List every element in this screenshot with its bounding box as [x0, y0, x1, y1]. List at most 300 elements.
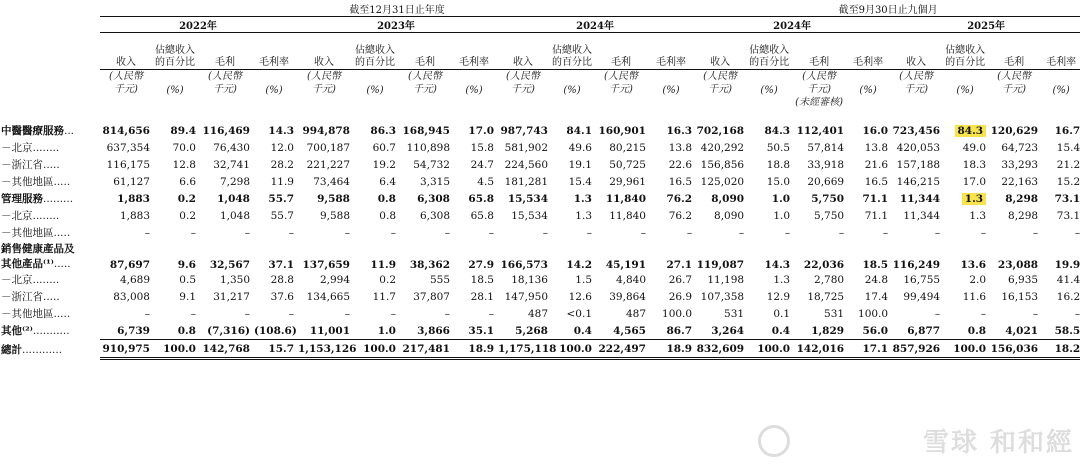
unit-cell [352, 70, 398, 123]
cell-value: 28.2 [270, 158, 294, 171]
cell-value: – [586, 226, 592, 239]
cell-value: 55.7 [270, 209, 294, 222]
table-cell [792, 139, 846, 156]
table-cell [694, 305, 746, 322]
row-label-leader: ..... [53, 258, 71, 270]
cell-value: (108.6) [254, 324, 297, 337]
cell-value: 23,088 [997, 259, 1039, 271]
table-cell [296, 241, 352, 271]
cell-value: 100.0 [858, 307, 889, 320]
table-cell [942, 288, 988, 305]
cell-value: 86.3 [370, 124, 396, 137]
cell-value: 5,268 [515, 324, 548, 337]
unit-percent: (%) [465, 85, 483, 96]
table-cell [352, 340, 398, 359]
table-cell [496, 305, 550, 322]
table-cell [198, 207, 252, 224]
cell-value: 20,669 [807, 175, 845, 188]
unit-rmb-line1: (人民幣 [109, 71, 143, 82]
table-cell [694, 271, 746, 288]
unit-cell [890, 70, 942, 123]
watermark-icon [758, 425, 790, 457]
cell-value: 581,902 [504, 141, 548, 154]
col-header-gross-profit: 毛利 [198, 33, 252, 70]
cell-value: 39,864 [609, 290, 646, 303]
cell-value: 73.1 [1054, 192, 1080, 205]
cell-value: – [738, 226, 745, 239]
cell-value: 107,358 [700, 290, 745, 303]
cell-value: 857,926 [892, 342, 941, 355]
table-cell [252, 305, 296, 322]
table-cell [398, 224, 452, 241]
table-cell [942, 340, 988, 359]
table-cell [746, 224, 792, 241]
cell-value: 22,036 [803, 259, 845, 271]
cell-value: 637,354 [106, 141, 150, 154]
cell-value: 8,090 [714, 209, 745, 222]
table-cell [398, 156, 452, 173]
cell-value: 0.4 [573, 324, 592, 337]
cell-value: – [190, 226, 196, 239]
cell-value: 487 [527, 307, 548, 320]
unit-percent: (%) [859, 85, 877, 96]
row-label [0, 288, 100, 305]
cell-value: 2,994 [319, 273, 350, 286]
cell-value: 0.2 [179, 209, 196, 222]
table-cell [594, 322, 648, 340]
cell-value: 100.0 [662, 307, 693, 320]
table-cell [1040, 288, 1080, 305]
table-cell [352, 288, 398, 305]
cell-value: 702,168 [696, 124, 745, 137]
cell-value: 0.8 [967, 324, 987, 337]
cell-value: 224,560 [504, 158, 548, 171]
cell-value: 11.9 [370, 259, 396, 271]
table-cell [100, 241, 152, 271]
table-cell [352, 139, 398, 156]
table-cell [452, 340, 496, 359]
table-cell [594, 122, 648, 139]
table-cell [648, 173, 694, 190]
cell-value: 11.9 [270, 175, 294, 188]
col-header-revenue-share [942, 33, 988, 70]
table-cell [746, 190, 792, 207]
cell-value: 116,175 [106, 158, 150, 171]
table-cell [252, 207, 296, 224]
table-cell [198, 288, 252, 305]
table-cell [746, 288, 792, 305]
cell-value: 555 [429, 273, 450, 286]
cell-value: – [542, 226, 548, 239]
table-cell [398, 288, 452, 305]
table-cell [846, 241, 890, 271]
cell-value: – [882, 226, 889, 239]
table-cell [252, 271, 296, 288]
cell-value: 5,750 [811, 192, 845, 205]
table-cell [398, 207, 452, 224]
table-cell [152, 288, 198, 305]
cell-value: 910,975 [102, 342, 150, 355]
cell-value: 1.3 [969, 209, 987, 222]
table-cell [890, 322, 942, 340]
unit-cell [594, 70, 648, 123]
unit-cell [942, 70, 988, 123]
table-cell [846, 207, 890, 224]
cell-value: 5,750 [814, 209, 845, 222]
unit-rmb-line1: (人民幣 [307, 71, 341, 82]
table-cell [648, 241, 694, 271]
cell-value: 73.1 [1056, 209, 1080, 222]
cell-value: 134,665 [306, 290, 350, 303]
cell-value: 116,469 [202, 124, 250, 137]
cell-value: – [390, 226, 396, 239]
table-cell [352, 190, 398, 207]
year-header-2022: 2022年 [100, 17, 296, 33]
table-cell [942, 139, 988, 156]
table-cell [152, 139, 198, 156]
col-header-gross-margin: 毛利率 [252, 33, 296, 70]
cell-value: 6.6 [179, 175, 196, 188]
cell-value: 11,198 [707, 273, 745, 286]
table-cell [942, 241, 988, 271]
unit-rmb-line2: 千元) [807, 84, 832, 95]
cell-value: 89.4 [170, 124, 196, 137]
cell-value: 22.6 [668, 158, 693, 171]
col-header-share-line1: 佔總收入 [355, 45, 395, 56]
cell-value: 55.7 [268, 192, 294, 205]
table-cell [890, 271, 942, 288]
col-header-gross-margin: 毛利率 [648, 33, 694, 70]
table-cell [694, 207, 746, 224]
group-header-fiscal-years: 截至12月31日止年度 [100, 0, 694, 17]
table-cell [942, 190, 988, 207]
unit-cell [398, 70, 452, 123]
table-cell [550, 322, 594, 340]
table-cell [942, 122, 988, 139]
row-label-leader: ........... [32, 325, 70, 338]
table-cell [252, 122, 296, 139]
table-cell [100, 139, 152, 156]
cell-value: – [980, 226, 987, 239]
table-cell [296, 173, 352, 190]
table-cell [648, 139, 694, 156]
cell-value: 1,829 [811, 324, 845, 337]
cell-value: 15.2 [1056, 175, 1080, 188]
table-cell [198, 322, 252, 340]
cell-value: 6,877 [907, 324, 941, 337]
table-cell [152, 207, 198, 224]
unit-cell [496, 70, 550, 123]
cell-value: 13.8 [864, 141, 889, 154]
cell-value: 29,961 [609, 175, 646, 188]
table-cell [296, 139, 352, 156]
table-cell [694, 190, 746, 207]
cell-value: 17.0 [468, 124, 494, 137]
cell-value: 531 [724, 307, 745, 320]
table-cell [452, 122, 496, 139]
table-cell [988, 241, 1040, 271]
cell-value: 84.3 [764, 124, 791, 137]
table-cell [198, 139, 252, 156]
col-header-gross-profit: 毛利 [792, 33, 846, 70]
table-cell [452, 207, 496, 224]
unit-rmb-line1: (人民幣 [703, 71, 738, 82]
table-cell [648, 340, 694, 359]
table-cell [398, 139, 452, 156]
table-cell [252, 322, 296, 340]
cell-value: 84.1 [566, 124, 592, 137]
table-cell [1040, 122, 1080, 139]
table-cell [648, 271, 694, 288]
row-label [0, 305, 100, 322]
table-cell [550, 207, 594, 224]
cell-value: 57,814 [807, 141, 845, 154]
table-cell [890, 173, 942, 190]
table-cell [496, 122, 550, 139]
cell-value: – [934, 226, 941, 239]
table-cell [746, 156, 792, 173]
cell-value: – [288, 307, 294, 320]
table-cell [890, 156, 942, 173]
col-header-share-line2: 的百分比 [945, 57, 986, 68]
row-label [0, 122, 100, 139]
table-cell [152, 340, 198, 359]
cell-value: 100.0 [559, 342, 592, 355]
table-cell [100, 207, 152, 224]
unit-cell [550, 70, 594, 123]
row-label-line1: 銷售健康產品及 [1, 243, 75, 255]
table-cell [594, 173, 648, 190]
row-label-leader: ..... [53, 308, 71, 320]
col-header-revenue: 收入 [694, 33, 746, 70]
cell-value: 9.1 [179, 290, 196, 303]
cell-value: 1,883 [117, 192, 150, 205]
cell-value: 80,215 [609, 141, 646, 154]
cell-value: 156,036 [990, 342, 1039, 355]
cell-value: 11.7 [372, 290, 396, 303]
table-cell [352, 322, 398, 340]
cell-value: 1.3 [962, 193, 986, 205]
table-cell [792, 224, 846, 241]
table-cell [452, 241, 496, 271]
cell-value: 16,153 [1001, 290, 1039, 303]
table-cell [152, 241, 198, 271]
table-cell [252, 224, 296, 241]
table-row [0, 224, 1080, 241]
unit-rmb-line2: 千元) [904, 84, 929, 95]
table-cell [746, 173, 792, 190]
cell-value: – [444, 307, 450, 320]
cell-value: – [488, 307, 494, 320]
unit-cell [252, 70, 296, 123]
cell-value: – [1074, 226, 1080, 239]
cell-value: 17.4 [864, 290, 889, 303]
col-header-revenue: 收入 [496, 33, 550, 70]
table-cell [988, 322, 1040, 340]
cell-value: 12.0 [270, 141, 294, 154]
cell-value: 58.5 [1054, 324, 1080, 337]
table-cell [942, 156, 988, 173]
row-label-leader: ... [64, 125, 75, 137]
table-cell [890, 122, 942, 139]
cell-value: 531 [824, 307, 845, 320]
cell-value: 3,264 [711, 324, 745, 337]
table-cell [198, 190, 252, 207]
unit-rmb-line1: (人民幣 [899, 71, 934, 82]
table-cell [846, 288, 890, 305]
col-header-revenue-share [550, 33, 594, 70]
row-label [0, 340, 100, 359]
table-cell [846, 322, 890, 340]
cell-value: 3,866 [417, 324, 450, 337]
unit-rmb-line2: 千元) [213, 84, 237, 95]
row-label-text: 其他⁽²⁾ [1, 325, 33, 338]
cell-value: 24.8 [864, 273, 889, 286]
cell-value: 6.4 [379, 175, 396, 188]
cell-value: 19.2 [372, 158, 396, 171]
row-label [0, 207, 100, 224]
cell-value: 8,298 [1008, 209, 1039, 222]
table-cell [694, 241, 746, 271]
table-cell [694, 139, 746, 156]
cell-value: 0.8 [379, 209, 396, 222]
table-cell [452, 173, 496, 190]
table-row [0, 322, 1080, 340]
table-cell [352, 241, 398, 271]
cell-value: 32,741 [213, 158, 250, 171]
table-cell [648, 190, 694, 207]
table-cell [746, 305, 792, 322]
table-cell [352, 305, 398, 322]
table-cell [352, 173, 398, 190]
table-cell [846, 271, 890, 288]
cell-value: 1.0 [377, 324, 396, 337]
table-row [0, 122, 1080, 139]
cell-value: 142,016 [796, 342, 845, 355]
table-cell [152, 224, 198, 241]
table-cell [942, 207, 988, 224]
unit-cell [694, 70, 746, 123]
table-cell [496, 156, 550, 173]
table-cell [594, 156, 648, 173]
cell-value: 71.1 [864, 209, 889, 222]
table-cell [1040, 241, 1080, 271]
table-cell [846, 340, 890, 359]
cell-value: 4,565 [613, 324, 646, 337]
cell-value: 37.6 [270, 290, 294, 303]
cell-value: 16.0 [862, 124, 889, 137]
row-label-leader: ......... [43, 193, 74, 205]
cell-value: 65.8 [470, 209, 494, 222]
table-cell [198, 340, 252, 359]
table-cell [100, 271, 152, 288]
cell-value: 700,187 [306, 141, 350, 154]
cell-value: 41.4 [1056, 273, 1080, 286]
col-header-revenue-share [352, 33, 398, 70]
cell-value: 11,001 [309, 324, 350, 337]
table-cell [988, 139, 1040, 156]
cell-value: – [244, 226, 250, 239]
col-header-share-line1: 佔總收入 [155, 45, 195, 56]
cell-value: 168,945 [402, 124, 450, 137]
cell-value: 15.4 [568, 175, 592, 188]
unit-percent: (%) [662, 85, 680, 96]
table-row [0, 173, 1080, 190]
row-label [0, 156, 100, 173]
cell-value: 61,127 [113, 175, 150, 188]
cell-value: 17.0 [962, 175, 987, 188]
table-cell [496, 322, 550, 340]
unit-percent: (%) [166, 85, 184, 96]
table-cell [942, 305, 988, 322]
table-cell [496, 139, 550, 156]
table-cell [594, 305, 648, 322]
unit-cell [296, 70, 352, 123]
row-label-line2: 其他產品⁽¹⁾ [1, 258, 54, 270]
table-cell [988, 305, 1040, 322]
table-row [0, 340, 1080, 359]
cell-value: 11,840 [605, 192, 646, 205]
table-cell [594, 288, 648, 305]
table-cell [352, 271, 398, 288]
cell-value: – [190, 307, 196, 320]
unit-rmb-line1: (人民幣 [208, 71, 242, 82]
group-header-nine-months: 截至9月30日止九個月 [694, 0, 1080, 17]
table-cell [1040, 139, 1080, 156]
cell-value: 37,807 [413, 290, 450, 303]
cell-value: 1,048 [217, 192, 250, 205]
cell-value: 18.2 [1054, 342, 1080, 355]
cell-value: 9,588 [317, 192, 350, 205]
unit-cell [198, 70, 252, 123]
unit-rmb-line1: (人民幣 [802, 71, 837, 82]
cell-value: 22,163 [1001, 175, 1039, 188]
row-label-leader: ............ [22, 343, 63, 356]
cell-value: 27.1 [666, 259, 693, 271]
cell-value: 994,878 [302, 124, 350, 137]
cell-value: 21.2 [1056, 158, 1080, 171]
table-cell [988, 122, 1040, 139]
cell-value: 11,840 [609, 209, 646, 222]
cell-value: 14.3 [764, 259, 791, 271]
cell-value: 21.6 [864, 158, 889, 171]
cell-value: 221,227 [306, 158, 350, 171]
cell-value: 814,656 [102, 124, 150, 137]
cell-value: 11,344 [899, 192, 941, 205]
cell-value: 54,732 [413, 158, 450, 171]
table-row [0, 241, 1080, 271]
table-cell [792, 190, 846, 207]
table-cell [1040, 322, 1080, 340]
cell-value: 16.5 [668, 175, 693, 188]
table-cell [846, 139, 890, 156]
table-row [0, 139, 1080, 156]
cell-value: 147,950 [504, 290, 548, 303]
cell-value: 1,153,126 [298, 342, 357, 355]
cell-value: 16.3 [666, 124, 693, 137]
cell-value: 0.8 [177, 324, 196, 337]
table-cell [746, 207, 792, 224]
year-header-2023: 2023年 [296, 17, 496, 33]
row-label-leader: ..... [43, 159, 60, 171]
table-cell [198, 173, 252, 190]
cell-value: 142,768 [202, 342, 250, 355]
cell-value: 31,217 [213, 290, 250, 303]
col-header-gross-margin: 毛利率 [846, 33, 890, 70]
row-label-text: －其他地區 [1, 176, 54, 188]
table-cell [594, 271, 648, 288]
table-cell [398, 305, 452, 322]
